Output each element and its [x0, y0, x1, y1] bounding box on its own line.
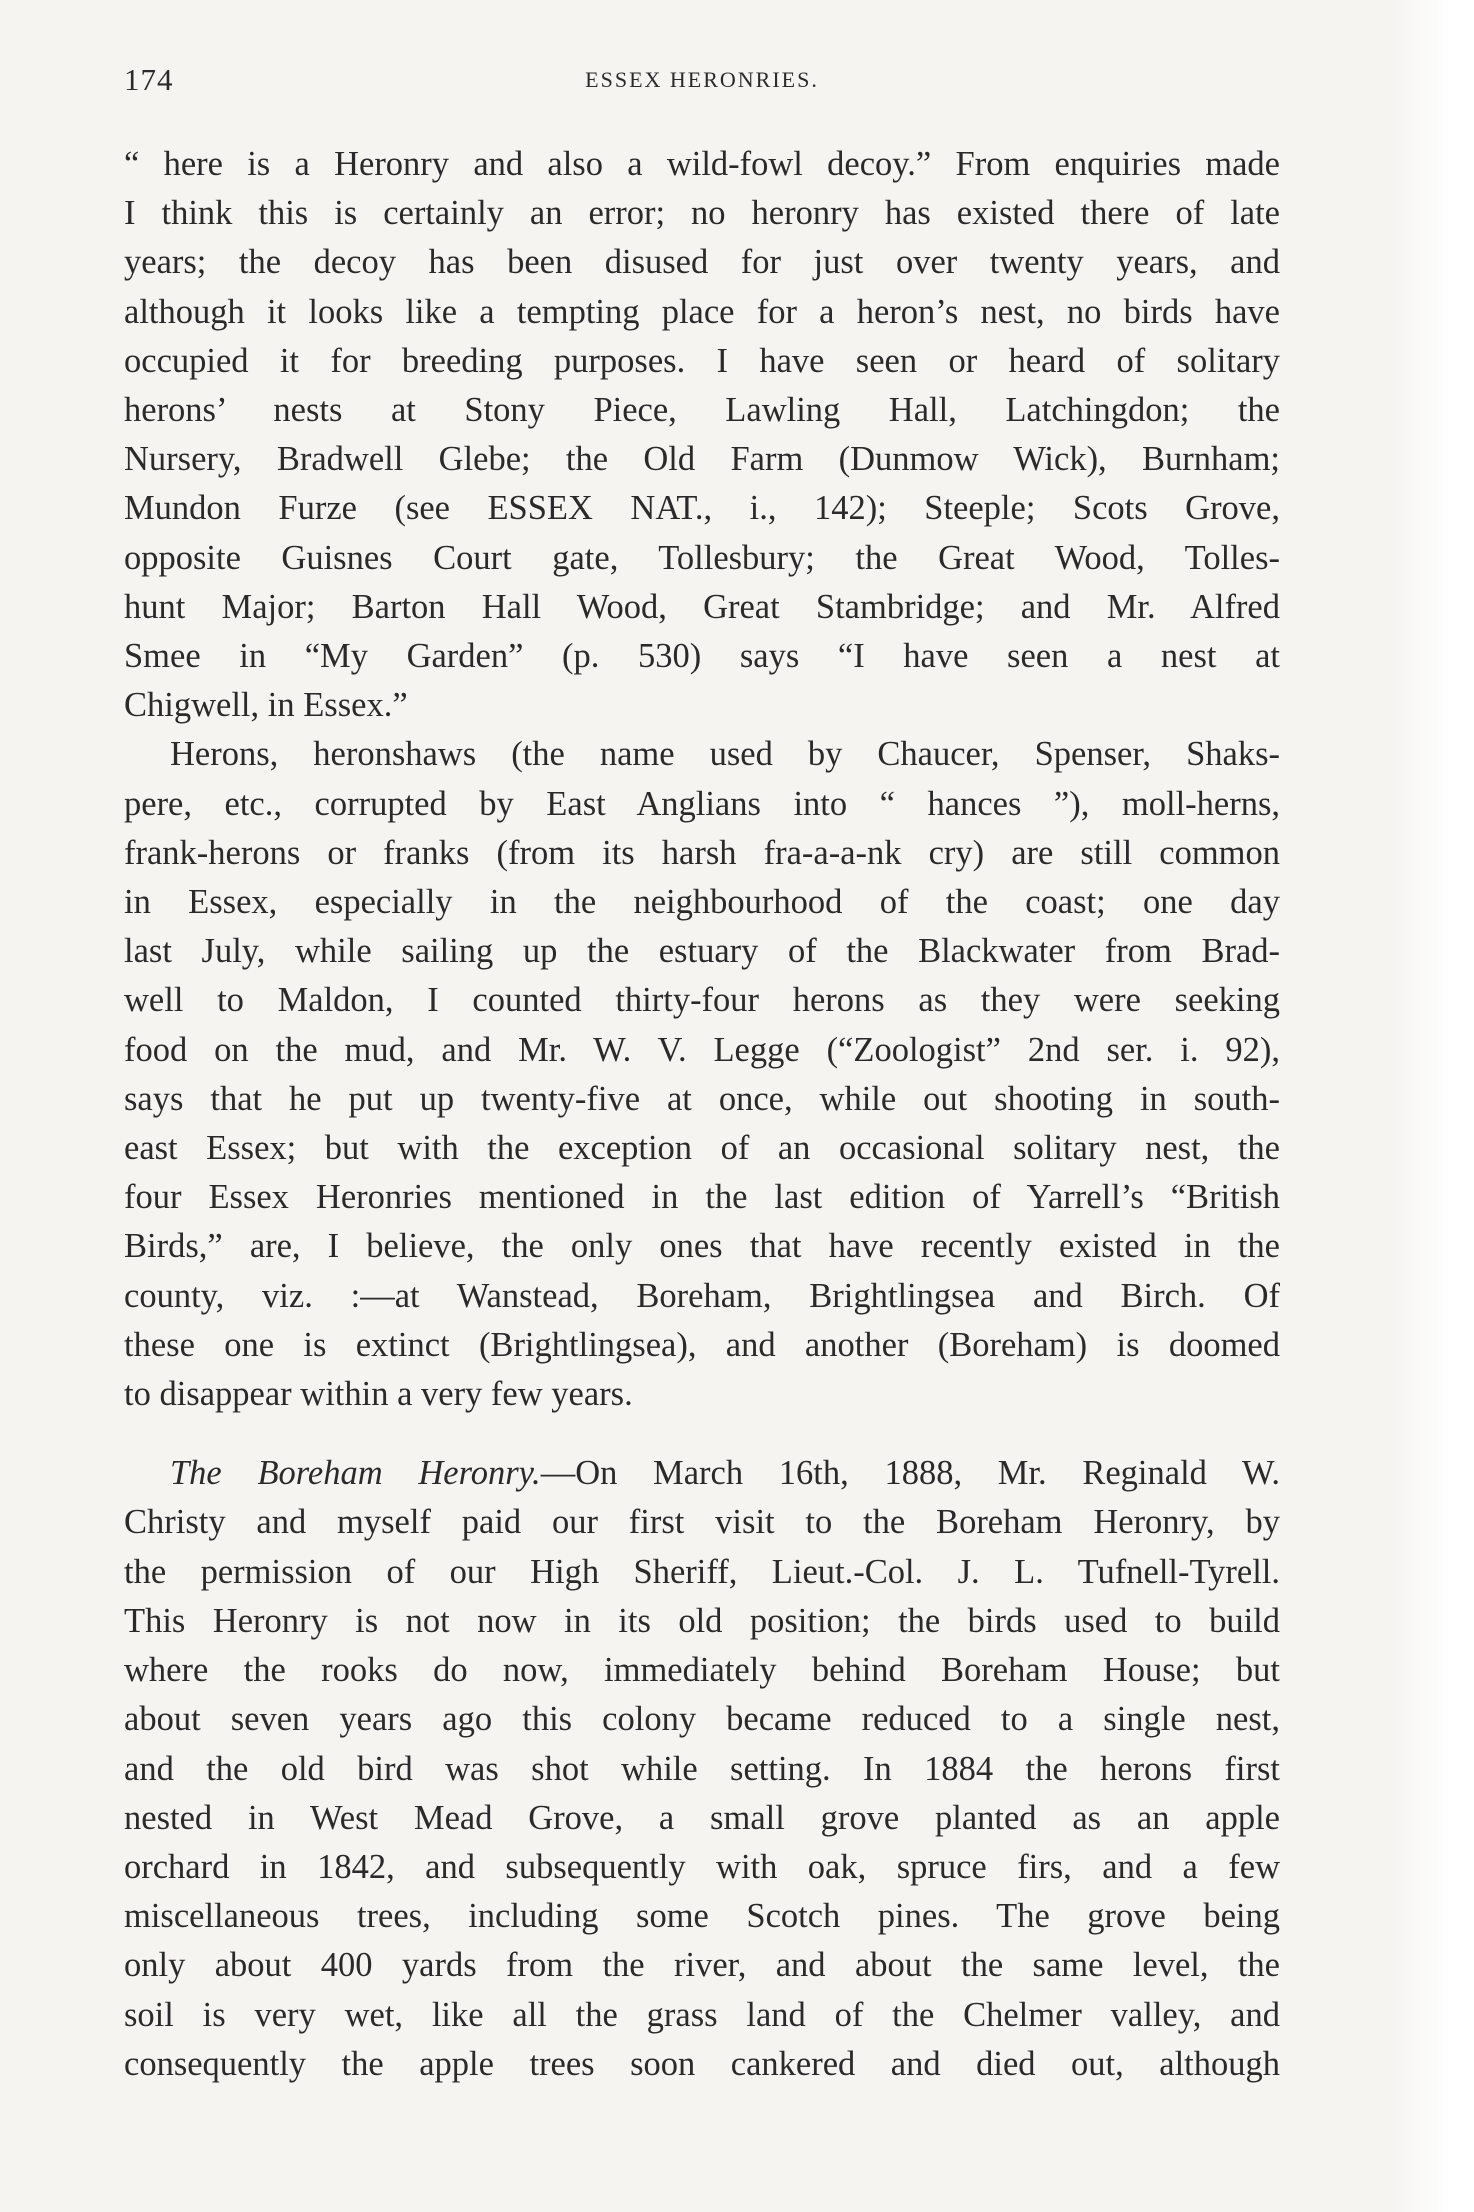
text-line: in Essex, especially in the neighbourhood of the coast; one day	[124, 883, 1280, 922]
section-title-continuation: —On March 16th, 1888, Mr. Reginald W.	[540, 1454, 1281, 1493]
text-line: herons’ nests at Stony Piece, Lawling Hall, Latchingdon; the	[124, 391, 1280, 430]
text-line: last July, while sailing up the estuary of the Blackwater from Brad-	[124, 932, 1280, 971]
text-line: “ here is a Heronry and also a wild-fowl decoy.” From enquiries made	[124, 145, 1280, 183]
text-line: and the old bird was shot while setting. In 1884 the herons first	[124, 1749, 1280, 1788]
text-line: opposite Guisnes Court gate, Tollesbury; the Great Wood, Tolles-	[124, 538, 1280, 577]
text-line: says that he put up twenty-five at once, while out shooting in south-	[124, 1079, 1280, 1118]
text-line: the permission of our High Sheriff, Lieut.-Col. J. L. Tufnell-Tyrell.	[124, 1552, 1280, 1591]
text-line: these one is extinct (Brightlingsea), and another (Boreham) is doomed	[124, 1325, 1280, 1364]
page-header	[124, 62, 1280, 102]
text-line: Nursery, Bradwell Glebe; the Old Farm (Dunmow Wick), Burnham;	[124, 440, 1280, 479]
text-line: pere, etc., corrupted by East Anglians into “ hances ”), moll-herns,	[124, 784, 1280, 823]
text-line: although it looks like a tempting place for a heron’s nest, no birds have	[124, 292, 1280, 331]
text-line: where the rooks do now, immediately behind Boreham House; but	[124, 1651, 1280, 1690]
text-line: occupied it for breeding purposes. I have seen or heard of solitary	[124, 341, 1280, 380]
text-line: Smee in “My Garden” (p. 530) says “I have seen a nest at	[124, 637, 1280, 676]
text-line: four Essex Heronries mentioned in the last edition of Yarrell’s “British	[124, 1178, 1280, 1217]
text-line: well to Maldon, I counted thirty-four herons as they were seeking	[124, 981, 1280, 1020]
text-line: county, viz. :—at Wanstead, Boreham, Brightlingsea and Birch. Of	[124, 1276, 1280, 1315]
text-line: Christy and myself paid our first visit to the Boreham Heronry, by	[124, 1503, 1280, 1542]
text-line: Herons, heronshaws (the name used by Chaucer, Spenser, Shaks-	[170, 735, 1280, 774]
text-line: food on the mud, and Mr. W. V. Legge (“Zoologist” 2nd ser. i. 92),	[124, 1030, 1280, 1069]
paragraph-1	[124, 140, 1280, 730]
text-line: hunt Major; Barton Hall Wood, Great Stambridge; and Mr. Alfred	[124, 587, 1280, 626]
text-line: about seven years ago this colony became reduced to a single nest,	[124, 1700, 1280, 1739]
text-line: consequently the apple trees soon cankered and died out, although	[124, 2044, 1280, 2083]
text-line: Birds,” are, I believe, the only ones that have recently existed in the	[124, 1227, 1280, 1266]
text-line: orchard in 1842, and subsequently with oak, spruce firs, and a few	[124, 1847, 1280, 1886]
paragraph-3	[124, 1449, 1280, 2089]
text-line: to disappear within a very few years.	[124, 1375, 633, 1414]
text-line: soil is very wet, like all the grass land of the Chelmer valley, and	[124, 1995, 1280, 2034]
text-line: This Heronry is not now in its old position; the birds used to build	[124, 1601, 1280, 1640]
text-line: years; the decoy has been disused for just over twenty years, and	[124, 243, 1280, 282]
section-gap	[124, 1419, 1280, 1449]
body-text	[124, 140, 1280, 2089]
text-line: I think this is certainly an error; no heronry has existed there of late	[124, 194, 1280, 233]
page-edge	[1394, 0, 1474, 2212]
paragraph-2	[124, 730, 1280, 1419]
running-head: ESSEX HERONRIES.	[585, 67, 819, 92]
text-line: Chigwell, in Essex.”	[124, 686, 408, 725]
page-number: 174	[124, 62, 174, 97]
text-line: east Essex; but with the exception of an occasional solitary nest, the	[124, 1129, 1280, 1168]
text-line	[124, 1449, 1280, 1498]
text-line: Mundon Furze (see ESSEX NAT., i., 142); Steeple; Scots Grove,	[124, 489, 1280, 528]
text-line: nested in West Mead Grove, a small grove planted as an apple	[124, 1798, 1280, 1837]
text-line: only about 400 yards from the river, and about the same level, the	[124, 1946, 1280, 1985]
text-line: frank-herons or franks (from its harsh fra-a-a-nk cry) are still common	[124, 833, 1280, 872]
text-line: miscellaneous trees, including some Scotch pines. The grove being	[124, 1897, 1280, 1936]
section-title: The Boreham Heronry.	[170, 1454, 541, 1493]
